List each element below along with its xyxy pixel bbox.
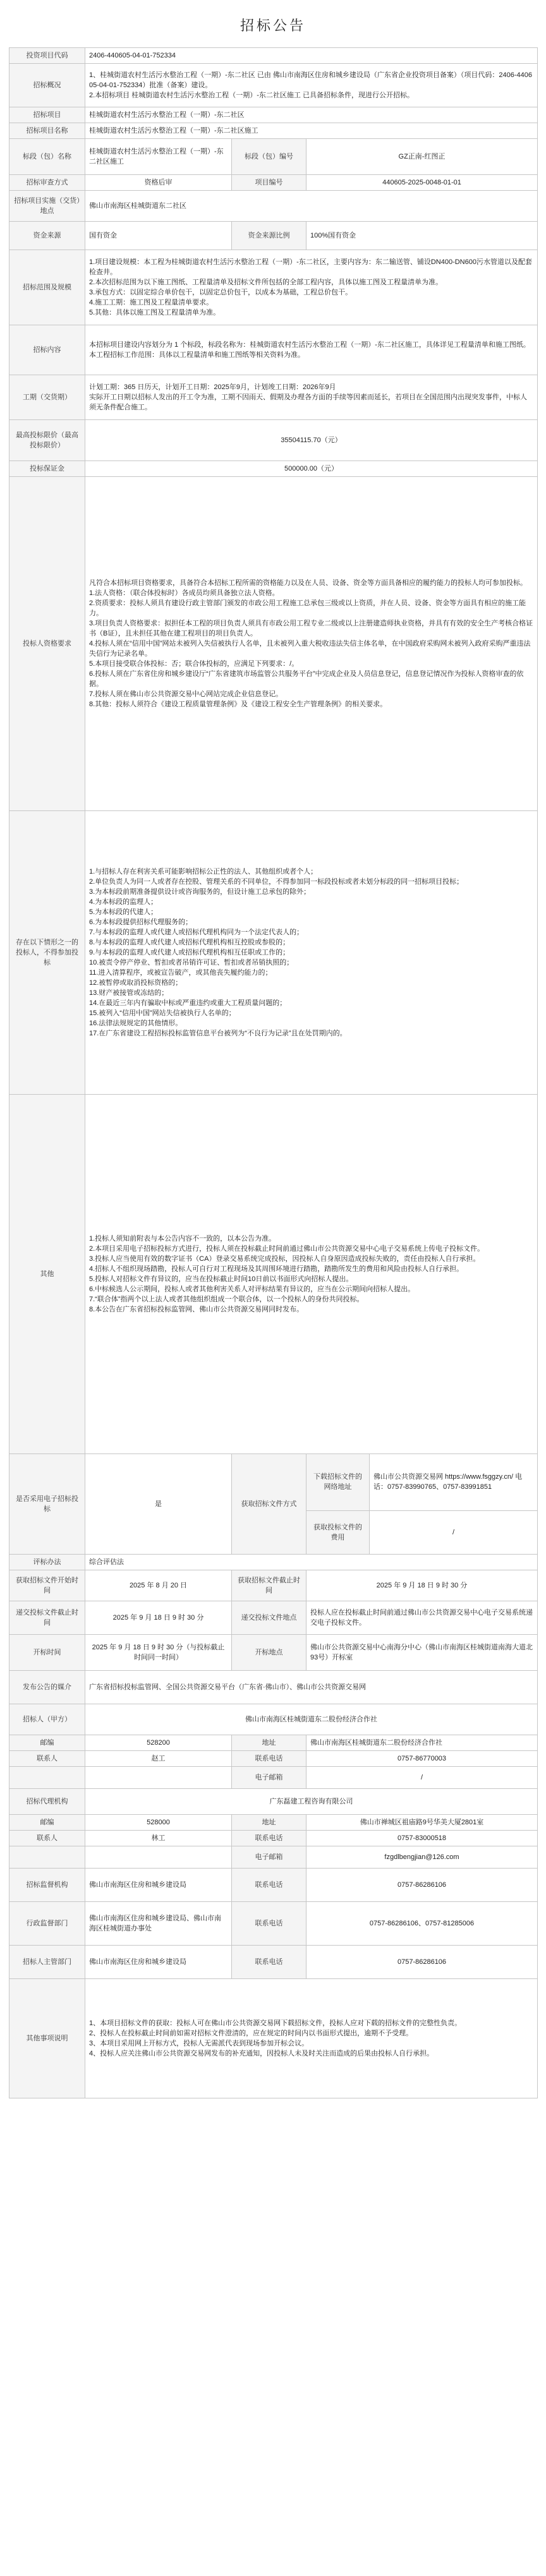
max-price-value: 35504115.70（元） (85, 420, 538, 461)
prohibited-line: 1.与招标人存在利害关系可能影响招标公正性的法人、其他组织或者个人； (89, 868, 318, 876)
row-supervisor-0 (9, 1869, 538, 1902)
authority-value: 佛山市南海区住房和城乡建设局 (85, 1946, 232, 1979)
opening-place-value: 佛山市公共资源交易中心南海分中心（佛山市南海区桂城街道南海大道北93号）开标室 (306, 1635, 538, 1671)
other-line: 3.投标人应当使用有效的数字证书（CA）登录交易系统完成投标，因投标人自身原因造成投标失败的，责任由投标人自行承担。 (89, 1255, 480, 1263)
qualification-value (85, 477, 538, 811)
row-funding (9, 222, 538, 250)
prohibited-line: 17.在广东省建设工程招标投标监管信息平台被列为“不良行为记录”且在处罚期内的。 (89, 1030, 347, 1037)
scale-line: 2.本次招标范围为以下施工图纸、工程量清单及招标文件所包括的全部工程内容，具体以施工图及工程量清单为准。 (89, 279, 443, 286)
prohibited-line: 10.被责令停产停业、暂扣或者吊销许可证、暂扣或者吊销执照的； (89, 959, 294, 966)
agency-email-label: 电子邮箱 (232, 1846, 306, 1869)
row-agency-email (9, 1846, 538, 1869)
prohibited-line: 6.为本标段提供招标代理服务的； (89, 918, 193, 926)
prohibited-line: 13.财产被接管或冻结的； (89, 989, 169, 997)
schedule-line: 实际开工日期以招标人发出的开工令为准，工期不因雨天、假期及办理各方面的手续等因素而延长，若项目在全国范围内出现突发事件，中标人须无条件配合施工。 (89, 394, 527, 411)
submit-deadline-value: 2025 年 9 月 18 日 9 时 30 分 (85, 1601, 232, 1635)
agency-zip-value: 528000 (85, 1815, 232, 1831)
review-label: 招标审查方式 (9, 175, 85, 191)
row-section-name (9, 123, 538, 139)
prohibited-line: 3.为本标段前期准备提供设计或咨询服务的，但设计施工总承包的除外； (89, 888, 311, 896)
tenderer-value: 佛山市南海区桂城街道东二股份经济合作社 (85, 1704, 538, 1735)
overview-label: 招标概况 (9, 64, 85, 107)
qualification-line: 5.本项目接受联合体投标：否；联合体投标的，应满足下列要求：/。 (89, 660, 299, 668)
overview-line: 1、桂城街道农村生活污水整治工程（一期）-东二社区 已由 佛山市南海区住房和城乡建设局（广东省企业投资项目备案）（项目代码：2406-440605-04-01-752334）批准（备案）建设。 (89, 71, 532, 89)
section-label: 标段（包）名称 (9, 139, 85, 175)
other-value (85, 1095, 538, 1454)
row-project-code (9, 48, 538, 64)
row-tender-project (9, 107, 538, 123)
row-eval-method (9, 1555, 538, 1570)
overview-line: 2.本招标项目 桂城街道农村生活污水整治工程（一期）-东二社区施工 已具备招标条件，现进行公开招标。 (89, 92, 414, 99)
opening-place-label: 开标地点 (232, 1635, 306, 1671)
prohibited-line: 16.法律法规规定的其他情形。 (89, 1020, 183, 1027)
row-overview (9, 64, 538, 107)
other-line: 6.中标候选人公示期间，投标人或者其他利害关系人对评标结果有异议的，应当在公示期间向招标人提出。 (89, 1285, 415, 1293)
admin-supervisor-value: 佛山市南海区住房和城乡建设局、佛山市南海区桂城街道办事处 (85, 1902, 232, 1946)
agency-contact-value: 林工 (85, 1831, 232, 1846)
tenderer-email-value: / (306, 1767, 538, 1789)
tenderer-addr-value: 佛山市南海区桂城街道东二股份经济合作社 (306, 1735, 538, 1751)
notes-value (85, 1979, 538, 2098)
qualification-line: 3.项目负责人资格要求：拟担任本工程的项目负责人须具有市政公用工程专业二级或以上注册建造师执业资格，并具有有效的安全生产考核合格证书（B证），且未担任其他在建工程项目的项目负责人。 (89, 620, 533, 637)
row-qualification (9, 477, 538, 811)
max-price-label: 最高投标限价（最高投标限价） (9, 420, 85, 461)
funding-source: 国有资金 (85, 222, 232, 250)
other-line: 2.本项目采用电子招标投标方式进行，投标人须在投标截止时间前通过佛山市公共资源交易中心电子交易系统上传电子投标文件。 (89, 1245, 485, 1253)
notes-line: 2、投标人在投标截止时间前如需对招标文件澄清的，应在规定的时间内以书面形式提出，逾期不予受理。 (89, 2030, 413, 2037)
funding-ratio-label: 资金来源比例 (232, 222, 306, 250)
admin-supervisor-label: 行政监督部门 (9, 1902, 85, 1946)
announcement-table (9, 47, 538, 2098)
row-submit (9, 1601, 538, 1635)
media-label: 发布公告的媒介 (9, 1671, 85, 1704)
schedule-value (85, 375, 538, 420)
eval-method-label: 评标办法 (9, 1555, 85, 1570)
scale-label: 招标范围及规模 (9, 250, 85, 325)
admin-supervisor-phone-value: 0757-86286106、0757-81285006 (306, 1902, 538, 1946)
qualification-line: 4.投标人须在“信用中国”网站未被列入失信被执行人名单，且未被列入重大税收违法失信主体名单，在中国政府采购网未被列入政府采购严重违法失信行为记录名单。 (89, 640, 531, 658)
project-code-value: 2406-440605-04-01-752334 (85, 48, 538, 64)
funding-label: 资金来源 (9, 222, 85, 250)
opening-time-label: 开标时间 (9, 1635, 85, 1671)
other-line: 4.招标人不组织现场踏勘，投标人可自行对工程现场及其周围环境进行踏勘，踏勘所发生的费用和风险由投标人自行承担。 (89, 1265, 464, 1273)
notes-label: 其他事项说明 (9, 1979, 85, 2098)
row-scale (9, 250, 538, 325)
tenderer-contact-label: 联系人 (9, 1751, 85, 1767)
opening-time-value: 2025 年 9 月 18 日 9 时 30 分（与投标截止时间同一时间） (85, 1635, 232, 1671)
obtain-end-value: 2025 年 9 月 18 日 9 时 30 分 (306, 1570, 538, 1601)
scale-line: 3.承包方式：以固定综合单价包干，以固定总价包干，以成本为基础，工程总价包干。 (89, 289, 353, 296)
other-line: 7.“联合体”指两个以上法人或者其他组织组成一个联合体，以一个投标人的身份共同投标。 (89, 1296, 364, 1303)
electronic-label: 是否采用电子招标投标 (9, 1454, 85, 1555)
notes-line: 3、本项目采用网上开标方式，投标人无需派代表到现场参加开标会议。 (89, 2040, 309, 2047)
agency-addr-value: 佛山市禅城区祖庙路9号华美大厦2801室 (306, 1815, 538, 1831)
tender-project-label: 招标项目 (9, 107, 85, 123)
row-section (9, 139, 538, 175)
scale-value (85, 250, 538, 325)
electronic-value: 是 (85, 1454, 232, 1555)
content-line: 本招标项目建设内容划分为 1 个标段，标段名称为：桂城街道农村生活污水整治工程（一期）-东二社区施工，具体详见工程量清单和施工图纸。 (89, 341, 530, 349)
submit-place-value: 投标人应在投标截止时间前通过佛山市公共资源交易中心电子交易系统递交电子投标文件。 (306, 1601, 538, 1635)
prohibited-line: 8.与本标段的监理人或代建人或招标代理机构相互控股或参股的； (89, 939, 290, 946)
agency-blank-value (85, 1846, 232, 1869)
authority-phone-label: 联系电话 (232, 1946, 306, 1979)
tenderer-blank-value (85, 1767, 232, 1789)
row-review (9, 175, 538, 191)
row-agency (9, 1789, 538, 1815)
download-value: 佛山市公共资源交易网 https://www.fsggzy.cn/ 电话：0757-83990765、0757-83991851 (370, 1454, 538, 1511)
qualification-line: 凡符合本招标项目资格要求，具备符合本招标工程所需的资格能力以及在人员、设备、资金等方面具备相应的履约能力的投标人均可参加投标。 (89, 579, 527, 587)
obtain-end-label: 获取招标文件截止时间 (232, 1570, 306, 1601)
prohibited-line: 4.为本标段的监理人； (89, 898, 158, 906)
content-value (85, 325, 538, 375)
notes-line: 1、本项目招标文件的获取：投标人可在佛山市公共资源交易网下载招标文件，投标人应对下载的招标文件的完整性负责。 (89, 2019, 462, 2027)
supervisor-phone-label: 联系电话 (232, 1869, 306, 1902)
project-code-label: 投资项目代码 (9, 48, 85, 64)
section-code-value: GZ正南-红图正 (306, 139, 538, 175)
qualification-line: 2.资质要求：投标人须具有建设行政主管部门颁发的市政公用工程施工总承包三级或以上资质，并在人员、设备、资金等方面具有相应的施工能力。 (89, 599, 526, 617)
other-label: 其他 (9, 1095, 85, 1454)
overview-value (85, 64, 538, 107)
tenderer-addr-label: 地址 (232, 1735, 306, 1751)
agency-phone-label: 联系电话 (232, 1831, 306, 1846)
announcement-page (9, 0, 537, 2124)
section-value: 桂城街道农村生活污水整治工程（一期）-东二社区施工 (85, 139, 232, 175)
content-line: 本工程招标工作范围：具体以工程量清单和施工图纸等相关资料为准。 (89, 351, 305, 359)
row-location (9, 191, 538, 222)
row-media (9, 1671, 538, 1704)
tenderer-email-label: 电子邮箱 (232, 1767, 306, 1789)
review-code-label: 项目编号 (232, 175, 306, 191)
electronic-channel-label: 获取招标文件方式 (232, 1454, 306, 1555)
location-value: 佛山市南海区桂城街道东二社区 (85, 191, 538, 222)
funding-ratio-value: 100%国有资金 (306, 222, 538, 250)
other-line: 5.投标人对招标文件有异议的，应当在投标截止时间10日前以书面形式向招标人提出。 (89, 1275, 353, 1283)
tenderer-label: 招标人（甲方） (9, 1704, 85, 1735)
schedule-line: 计划工期：365 日历天，计划开工日期：2025年9月，计划竣工日期：2026年9月 (89, 383, 336, 391)
section-name-value: 桂城街道农村生活污水整治工程（一期）-东二社区施工 (85, 123, 538, 139)
row-prohibited (9, 811, 538, 1095)
scale-line: 5.其他：具体以施工图及工程量清单为准。 (89, 309, 221, 316)
supervisor-phone-value: 0757-86286106 (306, 1869, 538, 1902)
section-name-label: 招标项目名称 (9, 123, 85, 139)
tender-project-value: 桂城街道农村生活污水整治工程（一期）-东二社区 (85, 107, 538, 123)
media-value: 广东省招标投标监管网、全国公共资源交易平台（广东省·佛山市）、佛山市公共资源交易网 (85, 1671, 538, 1704)
row-content (9, 325, 538, 375)
agency-email-value: fzgdlbengjian@126.com (306, 1846, 538, 1869)
prohibited-value (85, 811, 538, 1095)
content-label: 招标内容 (9, 325, 85, 375)
fee-value: / (370, 1510, 538, 1554)
row-obtain (9, 1570, 538, 1601)
prohibited-line: 7.与本标段的监理人或代建人或招标代理机构同为一个法定代表人的； (89, 929, 304, 936)
row-supervisor-1 (9, 1902, 538, 1946)
tenderer-contact-value: 赵工 (85, 1751, 232, 1767)
authority-phone-value: 0757-86286106 (306, 1946, 538, 1979)
page-title: 招标公告 (240, 18, 306, 33)
row-agency-contact (9, 1831, 538, 1846)
supervisor-value: 佛山市南海区住房和城乡建设局 (85, 1869, 232, 1902)
admin-supervisor-phone-label: 联系电话 (232, 1902, 306, 1946)
fee-label: 获取投标文件的费用 (306, 1510, 370, 1554)
notes-line: 4、投标人应关注佛山市公共资源交易网发布的补充通知，因投标人未及时关注而造成的后果由投标人自行承担。 (89, 2050, 434, 2057)
prohibited-line: 5.为本标段的代建人； (89, 908, 158, 916)
scale-line: 1.项目建设规模：本工程为桂城街道农村生活污水整治工程（一期）-东二社区，主要内容为：东二输送管、铺设DN400-DN600污水管道以及配套检查井。 (89, 258, 532, 276)
row-tenderer (9, 1704, 538, 1735)
scale-line: 4.施工工期：施工图及工程量清单要求。 (89, 299, 214, 306)
review-code-value: 440605-2025-0048-01-01 (306, 175, 538, 191)
row-tenderer-address (9, 1735, 538, 1751)
obtain-start-value: 2025 年 8 月 20 日 (85, 1570, 232, 1601)
row-notes (9, 1979, 538, 2098)
schedule-label: 工期（交货期） (9, 375, 85, 420)
bid-bond-label: 投标保证金 (9, 461, 85, 477)
tenderer-zip-value: 528200 (85, 1735, 232, 1751)
supervisor-label: 招标监督机构 (9, 1869, 85, 1902)
prohibited-line: 12.被暂停或取消投标资格的； (89, 979, 183, 987)
prohibited-line: 9.与本标段的监理人或代建人或招标代理机构相互任职或工作的； (89, 949, 290, 956)
row-tenderer-email (9, 1767, 538, 1789)
row-other (9, 1095, 538, 1454)
prohibited-line: 14.在最近三年内有骗取中标或严重违约或重大工程质量问题的； (89, 999, 287, 1007)
tenderer-zip-label: 邮编 (9, 1735, 85, 1751)
row-tenderer-contact (9, 1751, 538, 1767)
location-label: 招标项目实施（交货）地点 (9, 191, 85, 222)
agency-value: 广东磊建工程咨询有限公司 (85, 1789, 538, 1815)
prohibited-label: 存在以下情形之一的投标人，不得参加投标 (9, 811, 85, 1095)
qualification-line: 6.投标人须在广东省住房和城乡建设厅“广东省建筑市场监管公共服务平台”中完成企业及人员信息登记，信息登记情况作为投标人资格审查的依据。 (89, 670, 524, 688)
row-bid-bond (9, 461, 538, 477)
agency-addr-label: 地址 (232, 1815, 306, 1831)
row-supervisor-2 (9, 1946, 538, 1979)
agency-blank (9, 1846, 85, 1869)
review-value: 资格后审 (85, 175, 232, 191)
qualification-line: 7.投标人须在佛山市公共资源交易中心网站完成企业信息登记。 (89, 690, 283, 698)
submit-deadline-label: 递交投标文件截止时间 (9, 1601, 85, 1635)
agency-phone-value: 0757-83000518 (306, 1831, 538, 1846)
qualification-line: 8.其他：投标人须符合《建设工程质量管理条例》及《建设工程安全生产管理条例》的相关要求。 (89, 701, 387, 708)
agency-label: 招标代理机构 (9, 1789, 85, 1815)
obtain-start-label: 获取招标文件开始时间 (9, 1570, 85, 1601)
prohibited-line: 11.进入清算程序，或被宣告破产，或其他丧失履约能力的； (89, 969, 272, 977)
agency-zip-label: 邮编 (9, 1815, 85, 1831)
row-schedule (9, 375, 538, 420)
tenderer-phone-label: 联系电话 (232, 1751, 306, 1767)
other-line: 1.投标人须知前附表与本公告内容不一致的，以本公告为准。 (89, 1235, 276, 1243)
row-agency-address (9, 1815, 538, 1831)
qualification-label: 投标人资格要求 (9, 477, 85, 811)
download-label: 下载招标文件的网络地址 (306, 1454, 370, 1511)
row-opening (9, 1635, 538, 1671)
prohibited-line: 2.单位负责人为同一人或者存在控股、管理关系的不同单位，不得参加同一标段投标或者未划分标段的同一招标项目投标； (89, 878, 464, 886)
other-line: 8.本公告在广东省招标投标监管网、佛山市公共资源交易网同时发布。 (89, 1306, 304, 1313)
qualification-line: 1.法人资格：（联合体投标时）各成员均须具备独立法人资格。 (89, 589, 279, 597)
tenderer-phone-value: 0757-86770003 (306, 1751, 538, 1767)
submit-place-label: 递交投标文件地点 (232, 1601, 306, 1635)
authority-label: 招标人主管部门 (9, 1946, 85, 1979)
tenderer-blank (9, 1767, 85, 1789)
agency-contact-label: 联系人 (9, 1831, 85, 1846)
section-code-label: 标段（包）编号 (232, 139, 306, 175)
bid-bond-value: 500000.00（元） (85, 461, 538, 477)
eval-method-value: 综合评估法 (85, 1555, 538, 1570)
prohibited-line: 15.被列入“信用中国”网站失信被执行人名单的； (89, 1009, 236, 1017)
row-max-price (9, 420, 538, 461)
row-electronic (9, 1454, 538, 1511)
